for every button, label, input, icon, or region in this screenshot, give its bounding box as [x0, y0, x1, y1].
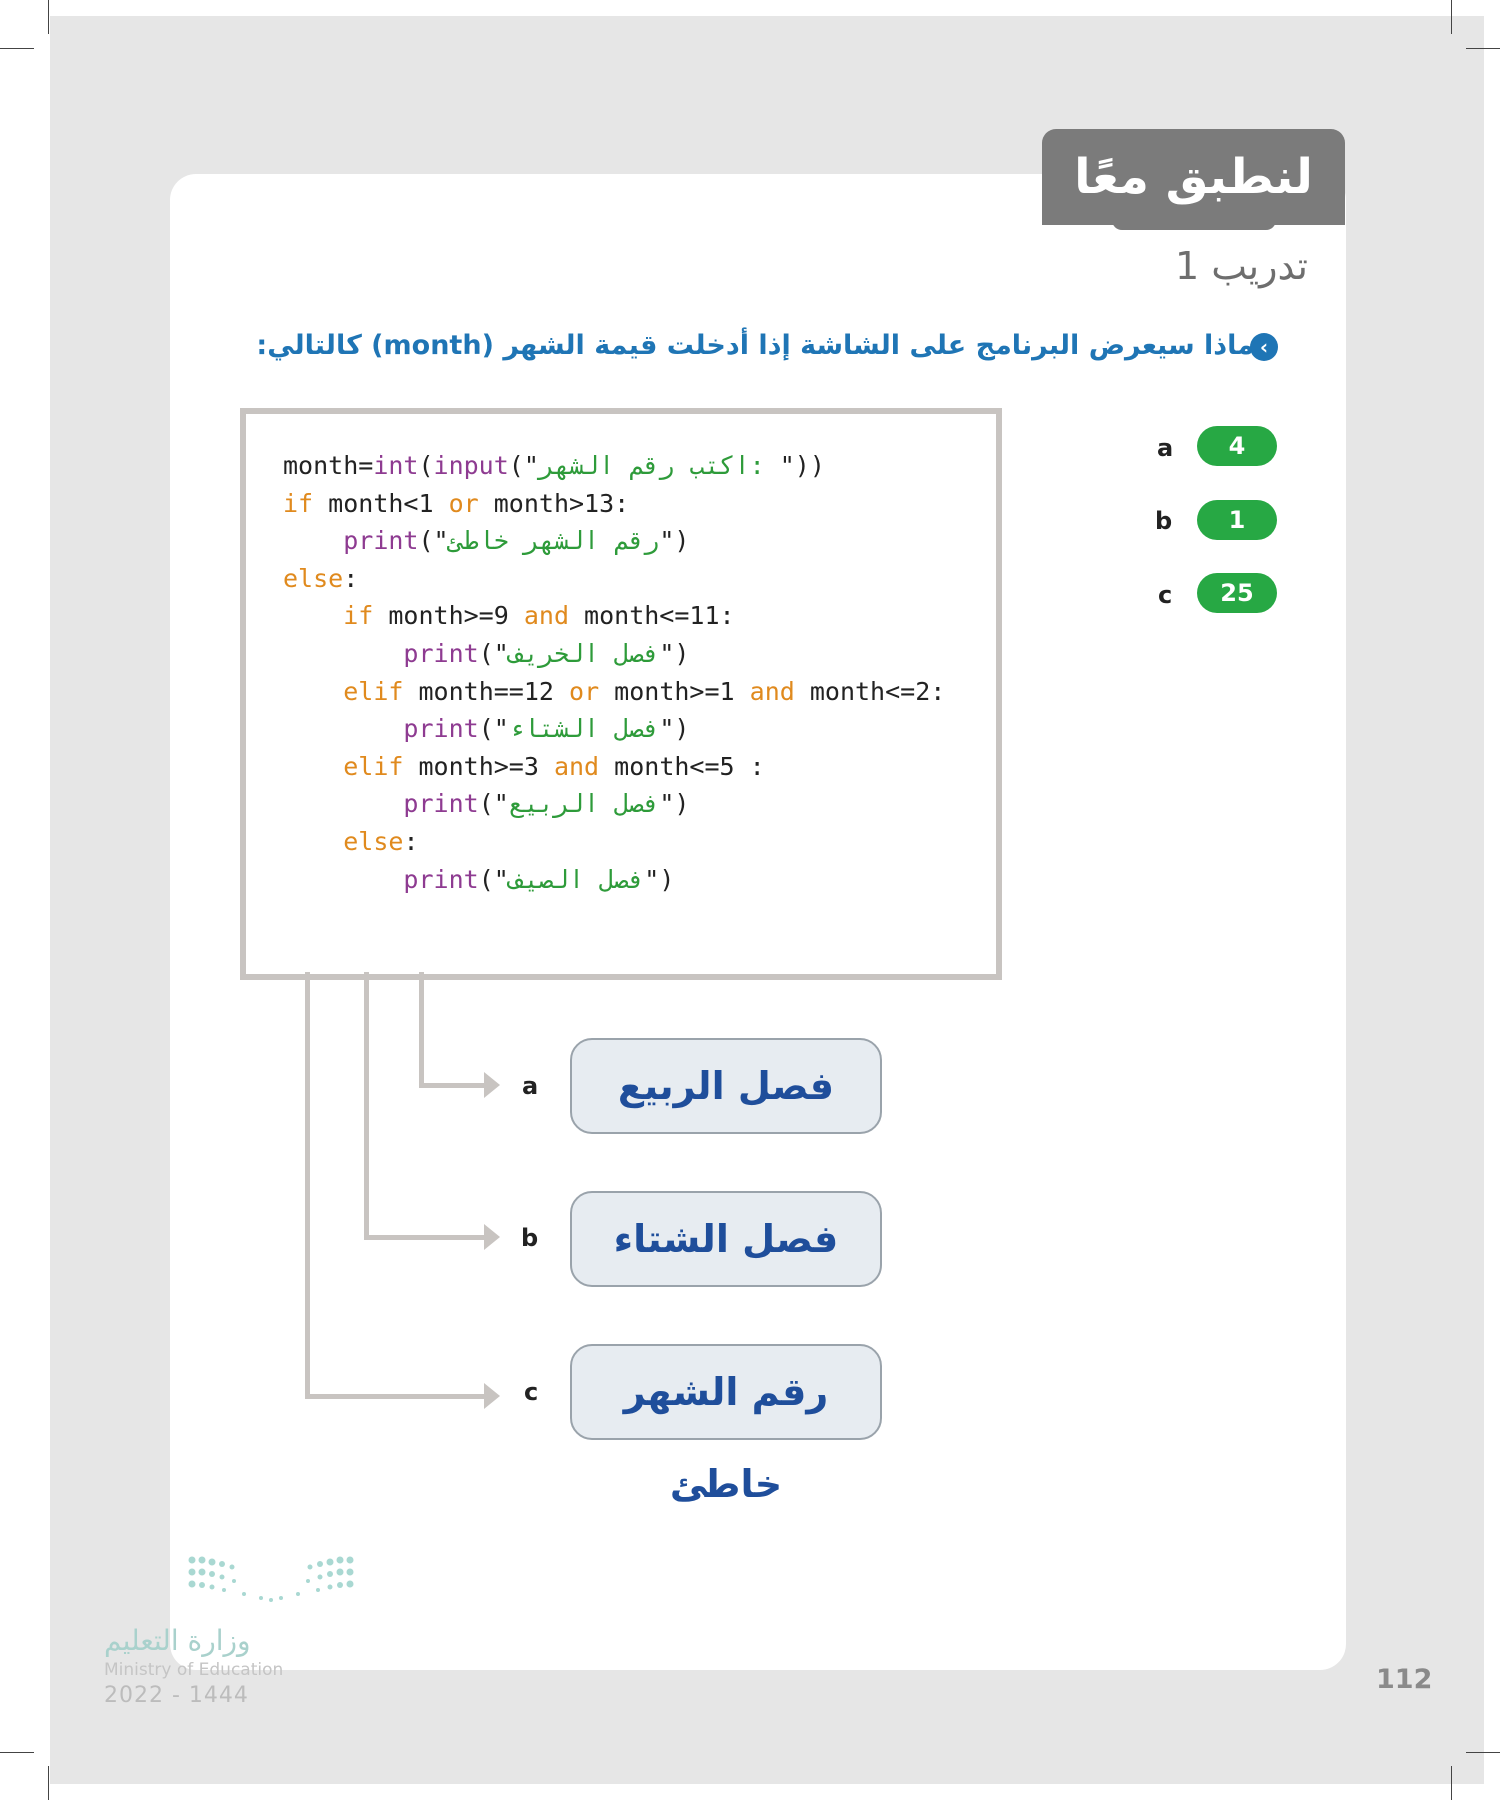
- crop-mark: [48, 0, 49, 34]
- connector-line-b: [364, 1235, 487, 1240]
- crop-mark: [48, 1766, 49, 1800]
- code-line: print("فصل الخريف"): [403, 638, 690, 668]
- crop-mark: [0, 48, 34, 49]
- crop-mark: [1466, 1752, 1500, 1753]
- crop-mark: [1451, 0, 1452, 34]
- code-line: if month<1 or month>13:: [283, 488, 630, 518]
- question-text: ماذا سيعرض البرنامج على الشاشة إذا أدخلت قيمة الشهر (month) كالتالي:: [256, 330, 1254, 361]
- code-line: print("رقم الشهر خاطئ"): [343, 526, 690, 556]
- crop-mark: [1451, 1766, 1452, 1800]
- answer-label-c: c: [524, 1378, 539, 1406]
- crop-mark: [0, 1752, 34, 1753]
- input-label-c: c: [1158, 581, 1173, 609]
- code-line: elif month==12 or month>=1 and month<=2:: [343, 676, 946, 706]
- code-block: [283, 447, 945, 898]
- exercise-title: تدريب 1: [1174, 244, 1308, 288]
- answer-box-c: رقم الشهر خاطئ: [570, 1344, 882, 1440]
- input-label-a: a: [1157, 434, 1174, 462]
- connector-line-c: [305, 972, 310, 1398]
- input-value-a: 4: [1197, 426, 1277, 466]
- code-line: print("فصل الربيع"): [403, 789, 690, 819]
- ministry-logo-icon: [186, 1554, 356, 1614]
- arrow-right-icon: [484, 1072, 500, 1098]
- code-line: else:: [343, 826, 419, 856]
- crop-mark: [1466, 48, 1500, 49]
- connector-line-b: [364, 972, 369, 1239]
- answer-label-b: b: [521, 1224, 539, 1252]
- code-line: month=int(input(" :اكتب رقم الشهر")): [283, 451, 825, 480]
- input-label-b: b: [1155, 507, 1173, 535]
- connector-line-a: [419, 1083, 487, 1088]
- arrow-right-icon: [484, 1383, 500, 1409]
- code-line: print("فصل الصيف"): [403, 864, 675, 894]
- answer-box-a: فصل الربيع: [570, 1038, 882, 1134]
- answer-box-b: فصل الشتاء: [570, 1191, 882, 1287]
- input-value-c: 25: [1197, 573, 1277, 613]
- arrow-right-icon: [484, 1224, 500, 1250]
- code-line: elif month>=3 and month<=5 :: [343, 751, 765, 781]
- connector-line-c: [305, 1394, 487, 1399]
- code-line: if month>=9 and month<=11:: [343, 601, 735, 631]
- section-banner: لنطبق معًا: [1042, 129, 1345, 225]
- ministry-name-arabic: وزارة التعليم: [104, 1624, 251, 1657]
- answer-label-a: a: [522, 1072, 539, 1100]
- ministry-name-english: Ministry of Education: [104, 1660, 284, 1680]
- connector-line-a: [419, 972, 424, 1087]
- input-value-b: 1: [1197, 500, 1277, 540]
- academic-year: 2022 - 1444: [104, 1683, 249, 1708]
- page-number: 112: [1376, 1664, 1433, 1695]
- code-line: else:: [283, 563, 359, 593]
- code-line: print("فصل الشتاء"): [403, 714, 690, 744]
- chevron-left-icon: ‹: [1250, 333, 1278, 361]
